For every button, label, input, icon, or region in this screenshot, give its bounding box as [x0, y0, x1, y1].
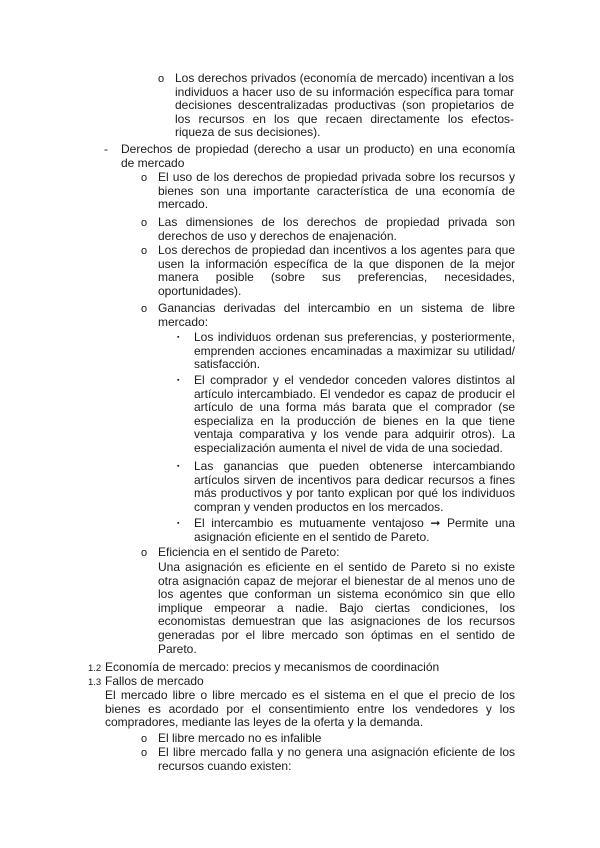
intro-bullet-text: Los derechos privados (economía de mercado) incentivan a los individuos a hacer uso de su información específica para tomar decisiones descentralizadas productivas (son propietarios de los recursos en los que recaen directamente los efectos-riqueza de sus decisiones).: [175, 71, 514, 140]
exchange-point: El intercambio es mutuamente ventajoso ➞ Permite una asignación eficiente en el sentido de Pareto.: [194, 516, 515, 544]
dash-bullet-icon: -: [104, 142, 108, 156]
square-bullet-icon: ▪: [177, 334, 180, 341]
exchange-point: Los individuos ordenan sus preferencias, y posteriormente, emprenden acciones encaminadas a maximizar su utilidad/ satisfacción.: [194, 330, 515, 372]
circle-bullet-icon: o: [141, 747, 148, 759]
market-failure-item: El libre mercado falla y no genera una asignación eficiente de los recursos cuando existen:: [158, 745, 515, 773]
square-bullet-icon: ▪: [177, 520, 180, 527]
market-failure-item: El libre mercado no es infalible: [158, 731, 322, 745]
property-item: Ganancias derivadas del intercambio en un sistema de libre mercado:: [158, 301, 515, 329]
square-bullet-icon: ▪: [177, 463, 180, 470]
circle-bullet-icon: o: [141, 245, 148, 257]
section-1-3-title: Fallos de mercado: [105, 674, 204, 688]
circle-bullet-icon: o: [141, 733, 148, 745]
property-item: Las dimensiones de los derechos de propiedad privada son derechos de uso y derechos de enajenación.: [158, 215, 515, 243]
exchange-point: El comprador y el vendedor conceden valores distintos al artículo intercambiado. El vendedor es capaz de producir el artículo de una forma más barata que el comprador (se especializa en la producción de bienes en la que tiene ventaja comparativa y los vende para adquirir otros). La especialización aumenta el nivel de vida de una sociedad.: [194, 373, 515, 455]
property-rights-heading: Derechos de propiedad (derecho a usar un producto) en una economía de mercado: [121, 142, 515, 170]
square-bullet-icon: ▪: [177, 377, 180, 384]
pareto-definition: Una asignación es eficiente en el sentido de Pareto si no existe otra asignación capaz de mejorar el bienestar de al menos uno de los agentes que conforman un sistema económico sin que ello implique empeorar a nadie. Bajo ciertas condiciones, los economistas demuestran que las asignaciones de los recursos generadas por el libre mercado son óptimas en el sentido de Pareto.: [158, 560, 515, 656]
section-1-2-title: Economía de mercado: precios y mecanismos de coordinación: [105, 660, 440, 674]
section-number: 1.3: [88, 677, 102, 688]
section-number: 1.2: [88, 663, 102, 674]
circle-bullet-icon: o: [141, 547, 148, 559]
market-paragraph: El mercado libre o libre mercado es el sistema en el que el precio de los bienes es acordado por el consentimiento entre los vendedores y los compradores, mediante las leyes de la oferta y la demanda.: [105, 688, 515, 730]
property-item: Los derechos de propiedad dan incentivos a los agentes para que usen la información específica de la que disponen de la mejor manera posible (sobre sus preferencias, necesidades, oportunidades).: [158, 243, 515, 298]
property-item: El uso de los derechos de propiedad privada sobre los recursos y bienes son una importante característica de una economía de mercado.: [158, 170, 515, 212]
circle-bullet-icon: o: [141, 303, 148, 315]
pareto-title: Eficiencia en el sentido de Pareto:: [158, 545, 340, 559]
exchange-point: Las ganancias que pueden obtenerse intercambiando artículos sirven de incentivos para dedicar recursos a fines más productivos y por tanto explican por qué los individuos compran y venden productos en los mercados.: [194, 459, 515, 514]
circle-bullet-icon: o: [141, 172, 148, 184]
circle-bullet-icon: o: [158, 73, 165, 85]
circle-bullet-icon: o: [141, 217, 148, 229]
